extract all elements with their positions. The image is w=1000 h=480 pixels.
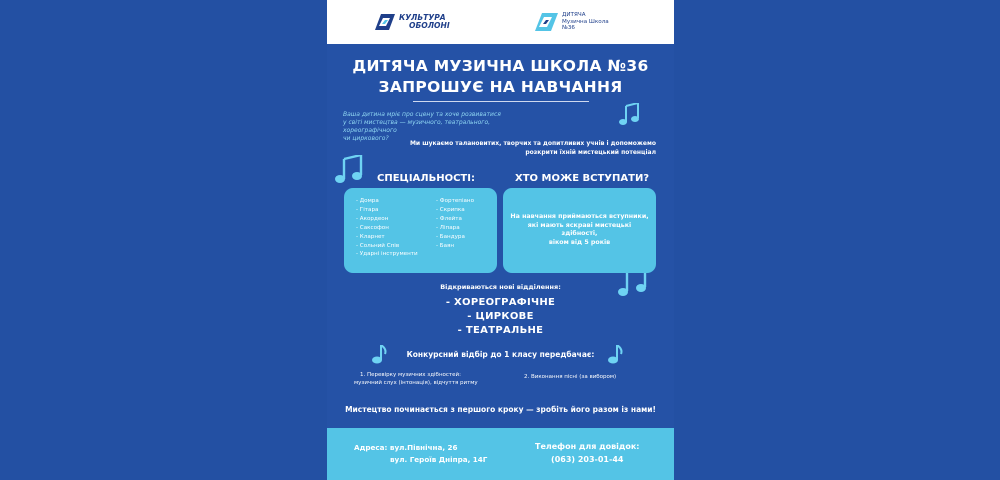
selection-item-1-line-2: музичний слух (інтонація), відчуття ритму	[354, 380, 478, 386]
selection-heading: Конкурсний відбір до 1 класу передбачає:	[406, 350, 595, 359]
list-item: - Флейта	[436, 215, 474, 224]
list-item: - Бандура	[436, 233, 474, 242]
specialties-list-1	[356, 197, 418, 259]
logo-bar	[327, 0, 674, 44]
search-line-2: розкрити їхній мистецький потенціал	[525, 148, 656, 156]
phone-block	[535, 440, 640, 466]
intro-line-1: Ваша дитина мріє про сцену та хоче розвиватися	[343, 111, 501, 118]
phone-number[interactable]: (063) 203-01-44	[551, 455, 624, 464]
list-item: - Сольний Спів	[356, 242, 418, 251]
list-item: - Баян	[436, 242, 474, 251]
list-item: - Гітара	[356, 206, 418, 215]
logo-right-line3: №36	[562, 25, 575, 32]
address-block	[354, 442, 487, 466]
music-school-logo-icon	[535, 12, 559, 32]
list-item: - Фортепіано	[436, 197, 474, 206]
list-item: - Саксофон	[356, 224, 418, 233]
kultura-oboloni-logo	[375, 9, 450, 35]
logo-left-line2: ОБОЛОНІ	[409, 21, 450, 30]
intro-line-2: у світі мистецтва — музичного, театрального, хореографічного	[343, 119, 491, 134]
list-item: - Ударні інструменти	[356, 250, 418, 259]
who-line-1: На навчання приймаються вступники,	[510, 213, 649, 220]
kultura-oboloni-logo-icon	[375, 13, 397, 31]
selection-item-1-line-1: 1. Перевірку музичних здібностей:	[360, 372, 461, 378]
music-school-logo	[535, 9, 609, 35]
specialties-card	[344, 188, 497, 273]
logo-right-line1: ДИТЯЧА	[562, 12, 586, 19]
logo-right-line2: Музична Школа	[562, 18, 609, 25]
title-line-1: ДИТЯЧА МУЗИЧНА ШКОЛА №36	[352, 57, 649, 75]
selection-item-2: 2. Виконання пісні (за вибором)	[524, 374, 617, 380]
specialties-list-2	[436, 197, 474, 250]
search-text	[396, 140, 656, 157]
who-card	[503, 188, 656, 273]
who-line-2: які мають яскраві мистецькі здібності,	[527, 221, 632, 237]
address-2: вул. Героїв Дніпра, 14Г	[390, 455, 488, 464]
who-text	[509, 213, 650, 247]
department-item: - ТЕАТРАЛЬНЕ	[457, 325, 544, 336]
search-line-1: Ми шукаємо талановитих, творчих та допитливих учнів і допоможемо	[409, 140, 656, 147]
title-line-2: ЗАПРОШУЄ НА НАВЧАННЯ	[378, 78, 623, 96]
title-divider	[413, 101, 589, 102]
phone-label: Телефон для довідок:	[535, 442, 640, 451]
music-note-icon	[619, 103, 641, 127]
intro-text	[343, 111, 543, 143]
contact-footer	[327, 428, 674, 480]
slogan: Мистецтво починається з першого кроку — зробіть його разом із нами!	[345, 405, 656, 414]
specialties-heading: СПЕЦІАЛЬНОСТІ:	[377, 173, 475, 184]
address-1: вул.Північна, 26	[389, 443, 458, 452]
department-item: - ЦИРКОВЕ	[467, 311, 534, 322]
list-item: - Акордеон	[356, 215, 418, 224]
logo-left-line1: КУЛЬТУРА	[399, 13, 446, 22]
music-note-icon	[335, 155, 365, 185]
who-line-3: віком від 5 років	[548, 238, 611, 246]
list-item: - Домра	[356, 197, 418, 206]
list-item: - Скрипка	[436, 206, 474, 215]
department-item: - ХОРЕОГРАФІЧНЕ	[445, 297, 556, 308]
who-heading: ХТО МОЖЕ ВСТУПАТИ?	[515, 173, 650, 184]
list-item: - Ліпара	[436, 224, 474, 233]
departments-heading: Відкриваються нові відділення:	[440, 283, 561, 291]
address-label: Адреса:	[354, 443, 388, 452]
intro-line-3: чи циркового?	[343, 135, 389, 142]
list-item: - Кларнет	[356, 233, 418, 242]
selection-item-1	[354, 371, 504, 387]
poster	[327, 0, 674, 480]
